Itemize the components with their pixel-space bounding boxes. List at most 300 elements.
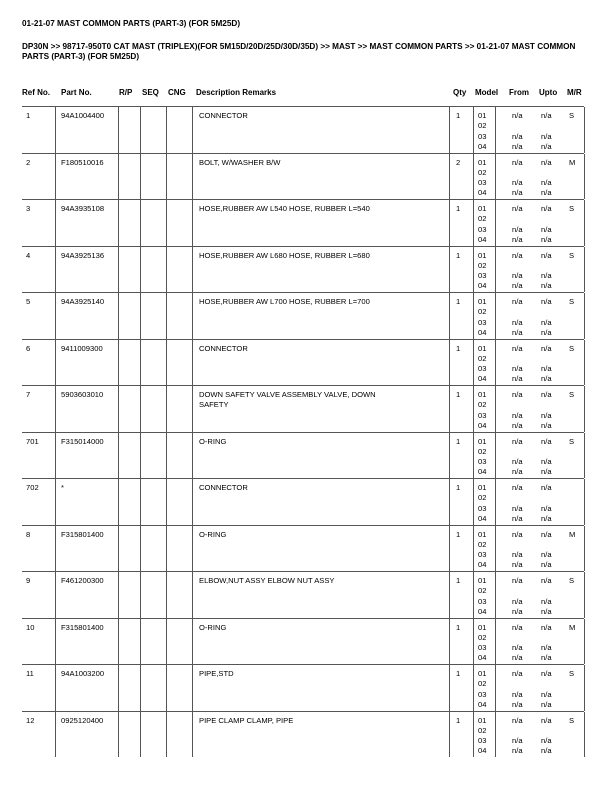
column-divider xyxy=(584,619,585,665)
column-divider xyxy=(495,619,496,665)
column-divider xyxy=(449,154,450,200)
column-divider xyxy=(166,107,167,153)
cell-from xyxy=(512,437,523,478)
upto-value: n/a xyxy=(541,596,552,606)
cell-part-no: F461200300 xyxy=(61,576,104,585)
model-code: 04 xyxy=(478,606,487,616)
cell-model xyxy=(478,158,486,199)
model-code: 04 xyxy=(478,467,487,477)
from-value xyxy=(512,679,523,689)
cell-model xyxy=(478,623,486,664)
upto-value: n/a xyxy=(541,364,552,374)
model-code: 03 xyxy=(478,550,487,560)
model-code: 03 xyxy=(478,596,487,606)
upto-value: n/a xyxy=(541,746,552,756)
cell-description: DOWN SAFETY VALVE ASSEMBLY VALVE, DOWN SAFETY xyxy=(199,390,376,410)
from-value: n/a xyxy=(512,669,523,678)
cell-mr: S xyxy=(569,343,575,353)
from-value xyxy=(512,354,523,364)
upto-value xyxy=(541,400,552,410)
column-divider xyxy=(495,200,496,246)
col-from: From xyxy=(509,88,529,97)
cell-mr: S xyxy=(569,669,575,678)
column-divider xyxy=(192,526,193,572)
from-value: n/a xyxy=(512,622,523,632)
column-divider xyxy=(495,340,496,386)
upto-value xyxy=(541,540,552,550)
from-value: n/a xyxy=(512,699,523,709)
column-divider xyxy=(449,433,450,479)
model-code: 03 xyxy=(478,364,487,374)
cell-qty: 2 xyxy=(456,157,461,167)
from-value: n/a xyxy=(512,281,523,291)
column-divider xyxy=(55,712,56,758)
column-divider xyxy=(166,154,167,200)
column-divider xyxy=(55,479,56,525)
table-row xyxy=(22,106,584,153)
model-code: 04 xyxy=(478,281,487,291)
model-code: 04 xyxy=(478,420,487,430)
model-code: 02 xyxy=(478,679,487,689)
column-divider xyxy=(140,200,141,246)
column-divider xyxy=(140,712,141,758)
from-value xyxy=(512,121,523,131)
cell-part-no: 9411009300 xyxy=(61,343,103,353)
column-divider xyxy=(495,386,496,432)
column-divider xyxy=(118,386,119,432)
column-divider xyxy=(192,386,193,432)
column-divider xyxy=(192,200,193,246)
from-value: n/a xyxy=(512,410,523,420)
model-code: 01 xyxy=(478,390,487,399)
upto-value: n/a xyxy=(541,234,552,244)
upto-value: n/a xyxy=(541,576,552,585)
cell-qty: 1 xyxy=(456,529,461,539)
upto-value: n/a xyxy=(541,483,552,492)
from-value: n/a xyxy=(512,653,523,663)
column-divider xyxy=(166,340,167,386)
column-divider xyxy=(192,665,193,711)
cell-description: PIPE CLAMP CLAMP, PIPE xyxy=(199,715,294,725)
column-divider xyxy=(495,107,496,153)
cell-upto xyxy=(541,251,552,292)
from-value xyxy=(512,307,523,317)
table-row xyxy=(22,711,584,758)
model-code: 02 xyxy=(478,307,487,317)
model-code: 02 xyxy=(478,446,487,456)
column-divider xyxy=(118,433,119,479)
col-part-no: Part No. xyxy=(61,88,92,97)
cell-ref-no: 12 xyxy=(26,715,35,725)
upto-value: n/a xyxy=(541,131,552,141)
model-code: 01 xyxy=(478,157,487,167)
model-code: 02 xyxy=(478,632,487,642)
col-qty: Qty xyxy=(453,88,467,97)
cell-model xyxy=(478,344,486,385)
model-code: 02 xyxy=(478,586,487,596)
cell-model xyxy=(478,576,486,617)
column-divider xyxy=(473,479,474,525)
upto-value: n/a xyxy=(541,141,552,151)
column-divider xyxy=(140,572,141,618)
cell-from xyxy=(512,297,523,338)
cell-from xyxy=(512,390,523,431)
column-divider xyxy=(140,619,141,665)
cell-description: CONNECTOR xyxy=(199,483,248,492)
model-code: 04 xyxy=(478,513,487,523)
column-divider xyxy=(55,526,56,572)
column-divider xyxy=(192,340,193,386)
upto-value: n/a xyxy=(541,715,552,725)
upto-value: n/a xyxy=(541,281,552,291)
cell-description: HOSE,RUBBER AW L700 HOSE, RUBBER L=700 xyxy=(199,297,370,306)
column-divider xyxy=(449,572,450,618)
cell-part-no: 94A3935108 xyxy=(61,204,105,213)
cell-part-no: 5903603010 xyxy=(61,390,104,399)
upto-value: n/a xyxy=(541,420,552,430)
from-value: n/a xyxy=(512,271,523,281)
upto-value xyxy=(541,493,552,503)
column-divider xyxy=(495,293,496,339)
column-divider xyxy=(140,107,141,153)
cell-upto xyxy=(541,483,552,524)
cell-mr: S xyxy=(569,576,575,585)
cell-model xyxy=(478,669,486,710)
from-value: n/a xyxy=(512,560,523,570)
column-divider xyxy=(495,572,496,618)
upto-value xyxy=(541,168,552,178)
from-value: n/a xyxy=(512,606,523,616)
upto-value: n/a xyxy=(541,343,552,353)
column-divider xyxy=(166,200,167,246)
cell-upto xyxy=(541,576,552,617)
from-value: n/a xyxy=(512,390,523,399)
parts-table xyxy=(22,106,584,757)
column-divider xyxy=(495,433,496,479)
column-divider xyxy=(55,200,56,246)
cell-part-no: F180510016 xyxy=(61,157,104,167)
cell-mr: M xyxy=(569,529,576,539)
column-divider xyxy=(166,386,167,432)
model-code: 02 xyxy=(478,400,487,410)
column-divider xyxy=(584,433,585,479)
column-divider xyxy=(473,247,474,293)
column-divider xyxy=(584,200,585,246)
column-divider xyxy=(449,107,450,153)
cell-upto xyxy=(541,530,552,571)
upto-value: n/a xyxy=(541,111,552,120)
cell-model xyxy=(478,437,486,478)
upto-value xyxy=(541,214,552,224)
column-divider xyxy=(473,154,474,200)
cell-upto xyxy=(541,344,552,385)
cell-from xyxy=(512,204,523,245)
cell-ref-no: 5 xyxy=(26,297,31,306)
column-divider xyxy=(449,665,450,711)
model-code: 03 xyxy=(478,457,487,467)
column-divider xyxy=(495,665,496,711)
model-code: 01 xyxy=(478,669,487,678)
column-divider xyxy=(584,665,585,711)
model-code: 03 xyxy=(478,736,487,746)
cell-model xyxy=(478,297,486,338)
upto-value: n/a xyxy=(541,178,552,188)
column-divider xyxy=(166,526,167,572)
column-divider xyxy=(449,247,450,293)
from-value: n/a xyxy=(512,503,523,513)
column-divider xyxy=(473,619,474,665)
cell-description: BOLT, W/WASHER B/W xyxy=(199,157,281,167)
column-divider xyxy=(584,386,585,432)
table-row xyxy=(22,292,584,339)
cell-upto xyxy=(541,158,552,199)
cell-ref-no: 2 xyxy=(26,157,31,167)
column-divider xyxy=(473,665,474,711)
column-divider xyxy=(166,572,167,618)
column-divider xyxy=(192,247,193,293)
cell-upto xyxy=(541,623,552,664)
column-divider xyxy=(584,526,585,572)
cell-ref-no: 10 xyxy=(26,622,35,632)
column-divider xyxy=(584,340,585,386)
column-divider xyxy=(118,154,119,200)
cell-ref-no: 4 xyxy=(26,250,31,260)
column-divider xyxy=(495,712,496,758)
upto-value: n/a xyxy=(541,317,552,327)
cell-ref-no: 7 xyxy=(26,390,31,399)
column-divider xyxy=(55,154,56,200)
from-value xyxy=(512,586,523,596)
column-divider xyxy=(140,526,141,572)
from-value: n/a xyxy=(512,420,523,430)
cell-mr: M xyxy=(569,622,576,632)
cell-qty: 1 xyxy=(456,622,461,632)
upto-value xyxy=(541,586,552,596)
cell-model xyxy=(478,716,486,757)
from-value: n/a xyxy=(512,736,523,746)
cell-model xyxy=(478,204,486,245)
cell-model xyxy=(478,111,486,152)
upto-value: n/a xyxy=(541,297,552,306)
model-code: 01 xyxy=(478,250,487,260)
column-divider xyxy=(473,340,474,386)
column-divider xyxy=(584,107,585,153)
from-value: n/a xyxy=(512,576,523,585)
from-value: n/a xyxy=(512,436,523,446)
from-value: n/a xyxy=(512,204,523,213)
cell-upto xyxy=(541,437,552,478)
upto-value: n/a xyxy=(541,503,552,513)
model-code: 02 xyxy=(478,725,487,735)
column-divider xyxy=(55,572,56,618)
column-divider xyxy=(495,479,496,525)
column-divider xyxy=(140,247,141,293)
model-code: 02 xyxy=(478,214,487,224)
table-row xyxy=(22,664,584,711)
cell-ref-no: 6 xyxy=(26,343,31,353)
from-value: n/a xyxy=(512,224,523,234)
column-divider xyxy=(473,293,474,339)
cell-qty: 1 xyxy=(456,576,461,585)
column-divider xyxy=(192,433,193,479)
column-divider xyxy=(118,340,119,386)
cell-model xyxy=(478,390,486,431)
column-divider xyxy=(55,665,56,711)
column-divider xyxy=(473,386,474,432)
cell-from xyxy=(512,251,523,292)
model-code: 03 xyxy=(478,689,487,699)
col-upto: Upto xyxy=(539,88,558,97)
cell-from xyxy=(512,158,523,199)
column-divider xyxy=(449,340,450,386)
column-divider xyxy=(118,479,119,525)
cell-description: CONNECTOR xyxy=(199,343,248,353)
model-code: 02 xyxy=(478,353,487,363)
from-value: n/a xyxy=(512,234,523,244)
upto-value: n/a xyxy=(541,436,552,446)
upto-value xyxy=(541,261,552,271)
breadcrumb: DP30N >> 98717-950T0 CAT MAST (TRIPLEX)(FOR 5M15D/20D/25D/30D/35D) >> MAST >> MAST COMMON PARTS >> 01-21-07 MAST COMMON PARTS (PART-3) (FOR 5M25D) xyxy=(22,42,576,61)
column-divider xyxy=(473,526,474,572)
upto-value: n/a xyxy=(541,457,552,467)
from-value: n/a xyxy=(512,467,523,477)
col-cng: CNG xyxy=(168,88,186,97)
model-code: 03 xyxy=(478,271,487,281)
column-divider xyxy=(166,479,167,525)
table-row xyxy=(22,246,584,293)
upto-value: n/a xyxy=(541,327,552,337)
column-divider xyxy=(584,479,585,525)
cell-description: O-RING xyxy=(199,529,227,539)
cell-description: PIPE,STD xyxy=(199,669,234,678)
model-code: 04 xyxy=(478,141,487,151)
cell-from xyxy=(512,576,523,617)
column-divider xyxy=(473,200,474,246)
column-divider xyxy=(55,386,56,432)
column-divider xyxy=(495,526,496,572)
cell-description: HOSE,RUBBER AW L540 HOSE, RUBBER L=540 xyxy=(199,204,370,213)
column-divider xyxy=(495,154,496,200)
model-code: 01 xyxy=(478,576,487,585)
cell-mr: M xyxy=(569,157,576,167)
model-code: 03 xyxy=(478,131,487,141)
model-code: 03 xyxy=(478,317,487,327)
from-value: n/a xyxy=(512,178,523,188)
column-divider xyxy=(166,293,167,339)
from-value: n/a xyxy=(512,327,523,337)
cell-part-no: 94A3925140 xyxy=(61,297,105,306)
upto-value: n/a xyxy=(541,736,552,746)
cell-from xyxy=(512,483,523,524)
upto-value: n/a xyxy=(541,529,552,539)
cell-qty: 1 xyxy=(456,436,461,446)
cell-upto xyxy=(541,297,552,338)
cell-from xyxy=(512,530,523,571)
column-divider xyxy=(140,665,141,711)
upto-value: n/a xyxy=(541,669,552,678)
from-value: n/a xyxy=(512,550,523,560)
cell-qty: 1 xyxy=(456,297,461,306)
from-value: n/a xyxy=(512,374,523,384)
from-value xyxy=(512,633,523,643)
column-divider xyxy=(140,293,141,339)
model-code: 02 xyxy=(478,539,487,549)
cell-part-no: 94A3925136 xyxy=(61,250,105,260)
from-value: n/a xyxy=(512,111,523,120)
column-divider xyxy=(473,107,474,153)
cell-description: O-RING xyxy=(199,436,227,446)
model-code: 01 xyxy=(478,297,487,306)
upto-value xyxy=(541,726,552,736)
upto-value: n/a xyxy=(541,653,552,663)
model-code: 03 xyxy=(478,224,487,234)
model-code: 01 xyxy=(478,436,487,446)
from-value: n/a xyxy=(512,483,523,492)
cell-description: CONNECTOR xyxy=(199,111,248,120)
column-divider xyxy=(55,433,56,479)
from-value: n/a xyxy=(512,250,523,260)
from-value xyxy=(512,447,523,457)
column-divider xyxy=(192,619,193,665)
model-code: 04 xyxy=(478,374,487,384)
column-divider xyxy=(449,200,450,246)
cell-qty: 1 xyxy=(456,483,461,492)
column-divider xyxy=(55,340,56,386)
upto-value: n/a xyxy=(541,513,552,523)
cell-description: HOSE,RUBBER AW L680 HOSE, RUBBER L=680 xyxy=(199,250,370,260)
model-code: 04 xyxy=(478,234,487,244)
from-value: n/a xyxy=(512,297,523,306)
from-value: n/a xyxy=(512,689,523,699)
from-value: n/a xyxy=(512,715,523,725)
cell-upto xyxy=(541,111,552,152)
model-code: 04 xyxy=(478,653,487,663)
cell-part-no: F315014000 xyxy=(61,436,104,446)
from-value xyxy=(512,168,523,178)
cell-qty: 1 xyxy=(456,111,461,120)
column-divider xyxy=(449,712,450,758)
from-value: n/a xyxy=(512,157,523,167)
table-row xyxy=(22,525,584,572)
upto-value: n/a xyxy=(541,643,552,653)
upto-value: n/a xyxy=(541,550,552,560)
model-code: 01 xyxy=(478,622,487,632)
from-value xyxy=(512,540,523,550)
col-rp: R/P xyxy=(119,88,133,97)
cell-from xyxy=(512,344,523,385)
col-model: Model xyxy=(475,88,499,97)
column-divider xyxy=(166,433,167,479)
table-row xyxy=(22,339,584,386)
cell-part-no: 94A1003200 xyxy=(61,669,105,678)
model-code: 02 xyxy=(478,260,487,270)
column-divider xyxy=(192,154,193,200)
upto-value: n/a xyxy=(541,606,552,616)
column-divider xyxy=(55,107,56,153)
model-code: 02 xyxy=(478,167,487,177)
column-divider xyxy=(449,479,450,525)
from-value: n/a xyxy=(512,746,523,756)
table-row xyxy=(22,618,584,665)
cell-qty: 1 xyxy=(456,343,461,353)
model-code: 04 xyxy=(478,699,487,709)
column-divider xyxy=(118,712,119,758)
column-divider xyxy=(118,247,119,293)
cell-mr: S xyxy=(569,111,575,120)
cell-model xyxy=(478,251,486,292)
column-divider xyxy=(192,293,193,339)
from-value xyxy=(512,214,523,224)
